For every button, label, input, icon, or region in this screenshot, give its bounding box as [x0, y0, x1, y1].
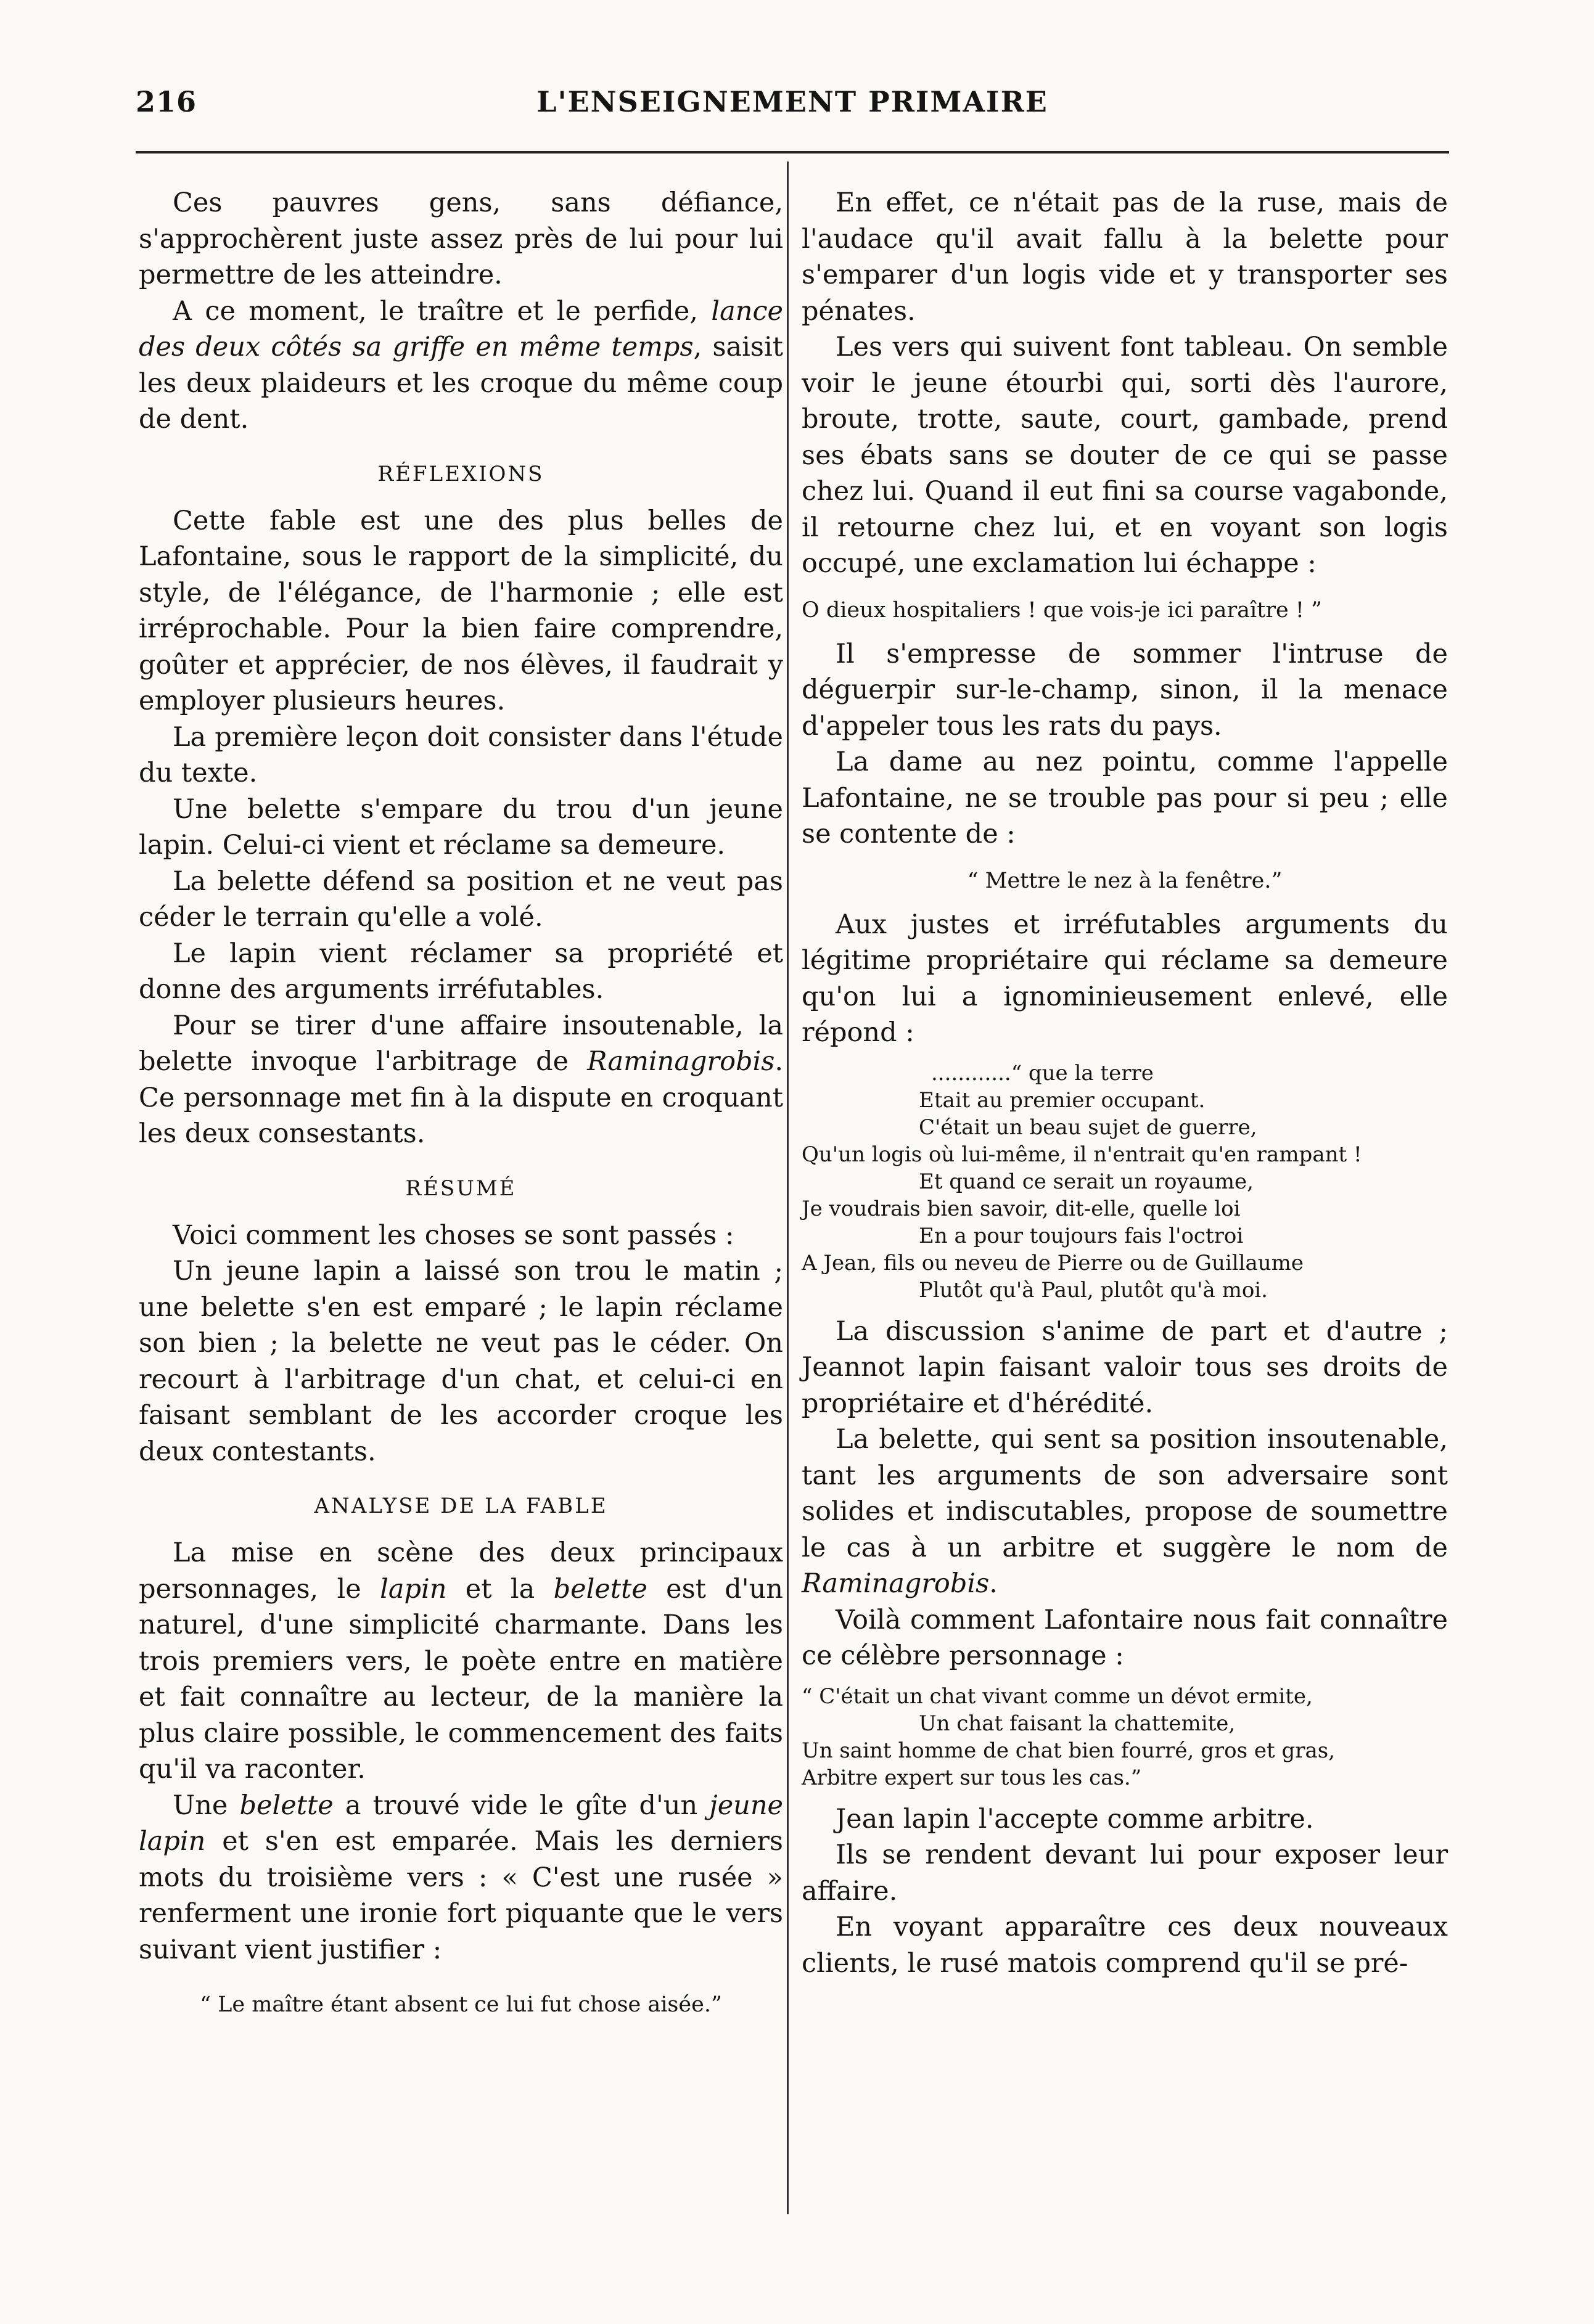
paragraph: Les vers qui suivent font tableau. On semble voir le jeune étourbi qui, sorti dès l'aurore, broute, trotte, saute, court, gambade, prend ses ébats sans se douter de ce qui se passe chez lui. Quand il eut fini sa course vagabonde, il retourne chez lui, et en voyant son logis occupé, une exclamation lui échappe : — [802, 332, 1448, 579]
text-run: est d'un naturel, d'une simplicité charmante. Dans les trois premiers vers, le poète entre en matière et fait connaître au lecteur, de la manière la plus claire possible, le commencement des faits qu'il va raconter. — [139, 1573, 783, 1785]
column-divider — [787, 162, 789, 2214]
page-number: 216 — [136, 85, 197, 118]
paragraph — [139, 293, 783, 438]
verse-line: Je voudrais bien savoir, dit-elle, quelle loi — [802, 1196, 1241, 1221]
paragraph: En effet, ce n'était pas de la ruse, mais de l'audace qu'il avait fallu à la belette pour s'emparer d'un logis vide et y transporter ses pénates. — [802, 187, 1448, 327]
text-run: Pour se tirer d'une affaire insoutenable, la belette invoque l'arbitrage de — [139, 1010, 783, 1077]
italic-run: belette — [553, 1573, 647, 1605]
text-run: La mise en scène des deux principaux personnages, le — [139, 1537, 783, 1605]
verse-line: C'était un beau sujet de guerre, — [919, 1115, 1257, 1140]
verse-line: Arbitre expert sur tous les cas.” — [802, 1765, 1142, 1790]
verse-block — [802, 1051, 1448, 1314]
paragraph: Voilà comment Lafontaire nous fait connaître ce célèbre personnage : — [802, 1604, 1448, 1671]
paragraph: Aux justes et irréfutables arguments du légitime propriétaire qui réclame sa demeure qu'on lui a ignominieusement enlevé, elle répond : — [802, 909, 1448, 1048]
text-run: A ce moment, le traître et le perfide, — [173, 295, 712, 327]
verse-line: Etait au premier occupant. — [919, 1087, 1206, 1113]
page-header — [136, 85, 1449, 122]
italic-run: jeune lapin — [139, 1790, 783, 1857]
paragraph: Ces pauvres gens, sans défiance, s'approchèrent juste assez près de lui pour lui permettre de les atteindre. — [139, 187, 783, 290]
verse-line: En a pour toujours fais l'octroi — [919, 1223, 1244, 1248]
verse-quote: “ Mettre le nez à la fenêtre.” — [967, 868, 1283, 893]
paragraph: La belette défend sa position et ne veut pas céder le terrain qu'elle a volé. — [139, 865, 783, 933]
paragraph: Une belette s'empare du trou d'un jeune lapin. Celui-ci vient et réclame sa demeure. — [139, 793, 783, 861]
running-title: L'ENSEIGNEMENT PRIMAIRE — [536, 85, 1048, 118]
verse-quote: O dieux hospitaliers ! que vois-je ici paraître ! ” — [802, 597, 1322, 623]
section-heading-analyse: ANALYSE DE LA FABLE — [314, 1494, 608, 1518]
verse-line: Plutôt qu'à Paul, plutôt qu'à moi. — [919, 1277, 1268, 1303]
verse-block — [802, 1674, 1448, 1801]
text-run: Une — [173, 1790, 240, 1821]
paragraph: Voici comment les choses se sont passés : — [173, 1219, 734, 1251]
verse-line: Et quand ce serait un royaume, — [919, 1169, 1254, 1194]
text-run: . — [989, 1568, 998, 1599]
text-run: et la — [446, 1573, 554, 1605]
paragraph: La discussion s'anime de part et d'autre ; Jeannot lapin faisant valoir tous ses droits de propriétaire et d'hérédité. — [802, 1315, 1448, 1419]
paragraph: Il s'empresse de sommer l'intruse de déguerpir sur-le-champ, sinon, il la menace d'appeler tous les rats du pays. — [802, 638, 1448, 742]
paragraph: Jean lapin l'accepte comme arbitre. — [836, 1803, 1314, 1835]
text-run: et s'en est emparée. Mais les derniers mots du troisième vers : « C'est une rusée » renferment une ironie fort piquante que le vers suivant vient justifier : — [139, 1826, 783, 1965]
verse-line: Un saint homme de chat bien fourré, gros et gras, — [802, 1738, 1336, 1763]
paragraph — [139, 1535, 783, 1788]
verse-line: A Jean, fils ou neveu de Pierre ou de Guillaume — [802, 1250, 1304, 1275]
paragraph — [802, 1422, 1448, 1602]
section-heading-resume: RÉSUMÉ — [405, 1176, 517, 1201]
text-run: a trouvé vide le gîte d'un — [333, 1790, 710, 1821]
italic-run: lance des deux côtés sa griffe en même temps — [139, 295, 783, 362]
paragraph: Cette fable est une des plus belles de Lafontaine, sous le rapport de la simplicité, du style, de l'élégance, de l'harmonie ; elle est irréprochable. Pour la bien faire comprendre, goûter et apprécier, de nos élèves, il faudrait y employer plusieurs heures. — [139, 505, 783, 716]
paragraph — [139, 1008, 783, 1152]
paragraph: La dame au nez pointu, comme l'appelle Lafontaine, ne se trouble pas pour si peu ; elle se contente de : — [802, 747, 1448, 849]
verse-line: ............“ que la terre — [931, 1060, 1154, 1086]
text-run: , saisit les deux plaideurs et les croque du même coup de dent. — [139, 332, 783, 435]
paragraph — [139, 1788, 783, 1968]
italic-run: Raminagrobis — [587, 1046, 775, 1077]
text-run: . Ce personnage met fin à la dispute en croquant les deux consestants. — [139, 1046, 783, 1149]
verse-quote: “ Le maître étant absent ce lui fut chose aisée.” — [200, 1992, 722, 2017]
paragraph: Le lapin vient réclamer sa propriété et donne des arguments irréfutables. — [139, 938, 783, 1005]
header-rule — [136, 151, 1449, 153]
paragraph: Un jeune lapin a laissé son trou le matin ; une belette s'en est emparé ; le lapin réclame son bien ; la belette ne veut pas le céder. On recourt à l'arbitrage d'un chat, et celui-ci en faisant semblant de les accorder croque les deux contestants. — [139, 1256, 783, 1467]
italic-run: belette — [239, 1790, 334, 1821]
verse-line: Un chat faisant la chattemite, — [919, 1711, 1236, 1736]
right-column — [802, 185, 1448, 1981]
paragraph: La première leçon doit consister dans l'étude du texte. — [139, 721, 783, 788]
left-column — [139, 185, 783, 2031]
verse-line: Qu'un logis où lui-même, il n'entrait qu'en rampant ! — [802, 1142, 1362, 1167]
verse-line: “ C'était un chat vivant comme un dévot ermite, — [802, 1684, 1313, 1709]
text-run: La belette, qui sent sa position insoutenable, tant les arguments de son adversaire sont solides et indiscutables, propose de soumettre le cas à un arbitre et suggère le nom de — [802, 1424, 1448, 1563]
paragraph: En voyant apparaître ces deux nouveaux clients, le rusé matois comprend qu'il se pré- — [802, 1912, 1448, 1979]
section-heading-reflexions: RÉFLEXIONS — [377, 461, 544, 486]
italic-run: Raminagrobis — [802, 1568, 990, 1599]
italic-run: lapin — [380, 1573, 447, 1605]
paragraph: Ils se rendent devant lui pour exposer leur affaire. — [802, 1839, 1448, 1907]
